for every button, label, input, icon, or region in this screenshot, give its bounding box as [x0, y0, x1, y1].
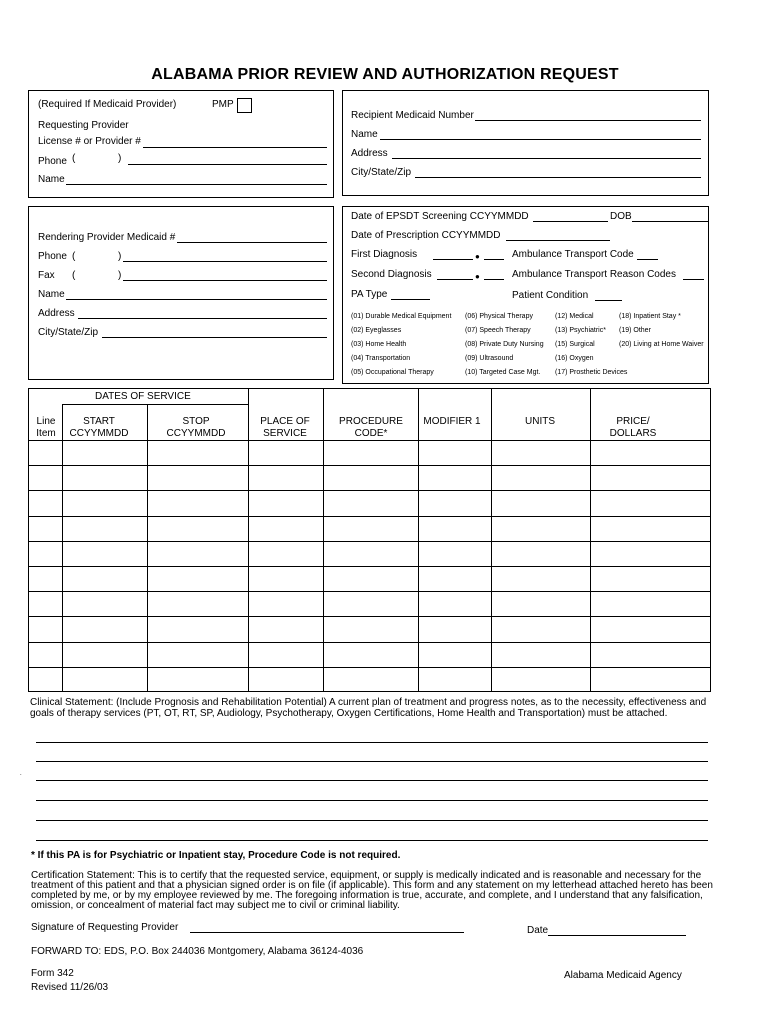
- date-field[interactable]: [548, 935, 686, 936]
- recipient-name-field[interactable]: [380, 139, 701, 140]
- patient-condition-label: Patient Condition: [512, 290, 589, 301]
- ambulance-reason-label: Ambulance Transport Reason Codes: [512, 269, 676, 280]
- pa-type-option: (02) Eyeglasses: [351, 327, 402, 334]
- table-header-line: PROCEDURE: [339, 416, 403, 427]
- rendering-fax-open: (: [72, 270, 76, 281]
- form-title: ALABAMA PRIOR REVIEW AND AUTHORIZATION REQUEST: [151, 66, 619, 83]
- recipient-address-label: Address: [351, 148, 388, 159]
- rendering-medicaid-field[interactable]: [177, 242, 327, 243]
- table-row[interactable]: [28, 591, 711, 617]
- rendering-city-label: City/State/Zip: [38, 327, 99, 338]
- requesting-name-field[interactable]: [66, 184, 327, 185]
- epsdt-field[interactable]: [533, 221, 608, 222]
- clinical-line[interactable]: [36, 780, 708, 781]
- clinical-line[interactable]: [36, 761, 708, 762]
- table-header-line: DOLLARS: [609, 428, 657, 439]
- signature-field[interactable]: [190, 932, 464, 933]
- pa-type-option: (17) Prosthetic Devices: [555, 369, 628, 376]
- table-header-line: PLACE OF: [260, 416, 310, 427]
- pa-type-option: (10) Targeted Case Mgt.: [465, 369, 541, 376]
- dob-label: DOB: [610, 211, 632, 222]
- requesting-provider-label: Requesting Provider: [38, 120, 129, 131]
- ambulance-reason-field[interactable]: [683, 279, 704, 280]
- recipient-city-field[interactable]: [415, 177, 701, 178]
- pa-type-option: (05) Occupational Therapy: [351, 369, 434, 376]
- requesting-name-label: Name: [38, 174, 65, 185]
- table-header-line: SERVICE: [263, 428, 307, 439]
- ambulance-code-field[interactable]: [637, 259, 658, 260]
- dates-of-service-divider: [62, 404, 248, 405]
- clinical-line[interactable]: [36, 840, 708, 841]
- agency-name: Alabama Medicaid Agency: [564, 970, 682, 981]
- table-row[interactable]: [28, 516, 711, 542]
- recipient-city-label: City/State/Zip: [351, 167, 412, 178]
- pmp-label: PMP: [212, 99, 234, 110]
- first-diagnosis-field-a[interactable]: [433, 259, 473, 260]
- table-row[interactable]: [28, 667, 711, 693]
- epsdt-label: Date of EPSDT Screening CCYYMMDD: [351, 211, 529, 222]
- table-header: [146, 416, 247, 440]
- clinical-line[interactable]: [36, 800, 708, 801]
- forward-to: FORWARD TO: EDS, P.O. Box 244036 Montgomery, Alabama 36124-4036: [31, 946, 364, 957]
- rendering-medicaid-label: Rendering Provider Medicaid #: [38, 232, 176, 243]
- rendering-phone-field[interactable]: [123, 261, 327, 262]
- rendering-phone-open: (: [72, 251, 76, 262]
- table-row[interactable]: [28, 440, 711, 466]
- signature-label: Signature of Requesting Provider: [31, 922, 179, 933]
- rendering-address-label: Address: [38, 308, 75, 319]
- first-diagnosis-field-b[interactable]: [484, 259, 504, 260]
- table-header: [324, 416, 419, 440]
- rendering-address-field[interactable]: [78, 318, 327, 319]
- requesting-phone-field[interactable]: [128, 164, 327, 165]
- license-label: License # or Provider #: [38, 136, 141, 147]
- second-diagnosis-label: Second Diagnosis: [351, 269, 432, 280]
- pa-type-option: (18) Inpatient Stay *: [619, 313, 681, 320]
- clinical-statement: Clinical Statement: (Include Prognosis and Rehabilitation Potential) A current plan of treatment and progress notes, as to the necessity, effectiveness and goals of therapy services (PT, OT, RT, SP, Audiology, Psychotherapy, Oxygen Certifications, Home Health and Transportation) must be attached.: [30, 697, 707, 719]
- table-header-line: CCYYMMDD: [166, 428, 226, 439]
- patient-condition-field[interactable]: [595, 300, 622, 301]
- table-header-line: PRICE/: [616, 416, 650, 427]
- table-header-line: Item: [36, 428, 56, 439]
- prescription-field[interactable]: [506, 240, 610, 241]
- first-diagnosis-label: First Diagnosis: [351, 249, 418, 260]
- pa-type-option: (04) Transportation: [351, 355, 411, 362]
- rendering-name-field[interactable]: [66, 299, 327, 300]
- table-row[interactable]: [28, 566, 711, 592]
- psych-note: * If this PA is for Psychiatric or Inpatient stay, Procedure Code is not required.: [31, 850, 401, 861]
- ambulance-code-label: Ambulance Transport Code: [512, 249, 634, 260]
- table-header-line: CODE*: [354, 428, 388, 439]
- rendering-phone-label: Phone: [38, 251, 67, 262]
- table-header-line: Line: [36, 416, 56, 427]
- pa-type-option: (15) Surgical: [555, 341, 595, 348]
- table-header: [416, 416, 489, 428]
- pa-type-option: (03) Home Health: [351, 341, 407, 348]
- recipient-address-field[interactable]: [392, 158, 701, 159]
- first-diagnosis-dot: ●: [475, 252, 480, 261]
- dates-of-service-label: DATES OF SERVICE: [95, 391, 191, 402]
- phone-open-paren: (: [72, 153, 76, 164]
- recipient-medicaid-field[interactable]: [475, 120, 701, 121]
- second-diagnosis-dot: ●: [475, 272, 480, 281]
- rendering-fax-label: Fax: [38, 270, 55, 281]
- table-header-line: STOP: [182, 416, 210, 427]
- second-diagnosis-field-a[interactable]: [437, 279, 473, 280]
- rendering-phone-close: ): [118, 251, 122, 262]
- required-note: (Required If Medicaid Provider): [38, 99, 177, 110]
- recipient-medicaid-label: Recipient Medicaid Number: [351, 110, 474, 121]
- second-diagnosis-field-b[interactable]: [484, 279, 504, 280]
- pmp-checkbox[interactable]: [237, 98, 252, 113]
- recipient-box: [342, 90, 709, 196]
- table-header: [57, 416, 142, 440]
- recipient-name-label: Name: [351, 129, 378, 140]
- form-number: Form 342: [31, 968, 74, 979]
- table-header-line: MODIFIER 1: [423, 416, 481, 427]
- table-header-line: CCYYMMDD: [69, 428, 129, 439]
- stray-mark: .: [20, 771, 22, 777]
- phone-label: Phone: [38, 156, 67, 167]
- clinical-line[interactable]: [36, 820, 708, 821]
- pa-type-option: (19) Other: [619, 327, 651, 334]
- rendering-name-label: Name: [38, 289, 65, 300]
- table-row[interactable]: [28, 490, 711, 516]
- pa-type-label: PA Type: [351, 289, 388, 300]
- table-header-line: START: [83, 416, 115, 427]
- table-row[interactable]: [28, 465, 711, 491]
- table-header: [572, 416, 694, 440]
- pa-type-option: (12) Medical: [555, 313, 594, 320]
- table-row[interactable]: [28, 616, 711, 642]
- pa-type-option: (20) Living at Home Waiver: [619, 341, 704, 348]
- rendering-city-field[interactable]: [102, 337, 327, 338]
- table-row[interactable]: [28, 541, 711, 567]
- pa-type-option: (09) Ultrasound: [465, 355, 514, 362]
- revised-date: Revised 11/26/03: [31, 982, 109, 993]
- certification-statement: Certification Statement: This is to certify that the requested service, equipment, or supply is medically indicated and is reasonable and necessary for the treatment of this patient and that a physician signed order is on file (if applicable). This form and any statement on my letterhead attached hereto has been completed by me, or by my employee reviewed by me. The foregoing information is true, accurate, and complete, and I understand that any falsification, omission, or concealment of material fact may subject me to civil or criminal liability.: [31, 870, 713, 911]
- pa-type-option: (13) Psychiatric*: [555, 327, 606, 334]
- dob-field[interactable]: [632, 221, 708, 222]
- phone-close-paren: ): [118, 153, 122, 164]
- table-header-line: UNITS: [525, 416, 555, 427]
- table-row[interactable]: [28, 642, 711, 668]
- rendering-fax-close: ): [118, 270, 122, 281]
- table-header: [248, 416, 323, 440]
- pa-type-option: (01) Durable Medical Equipment: [351, 313, 452, 320]
- pa-type-option: (07) Speech Therapy: [465, 327, 531, 334]
- prescription-label: Date of Prescription CCYYMMDD: [351, 230, 501, 241]
- pa-type-field[interactable]: [391, 299, 430, 300]
- clinical-line[interactable]: [36, 742, 708, 743]
- pa-type-option: (16) Oxygen: [555, 355, 594, 362]
- pa-type-option: (06) Physical Therapy: [465, 313, 533, 320]
- rendering-fax-field[interactable]: [123, 280, 327, 281]
- license-field[interactable]: [143, 147, 327, 148]
- date-label: Date: [527, 925, 549, 936]
- pa-type-option: (08) Private Duty Nursing: [465, 341, 544, 348]
